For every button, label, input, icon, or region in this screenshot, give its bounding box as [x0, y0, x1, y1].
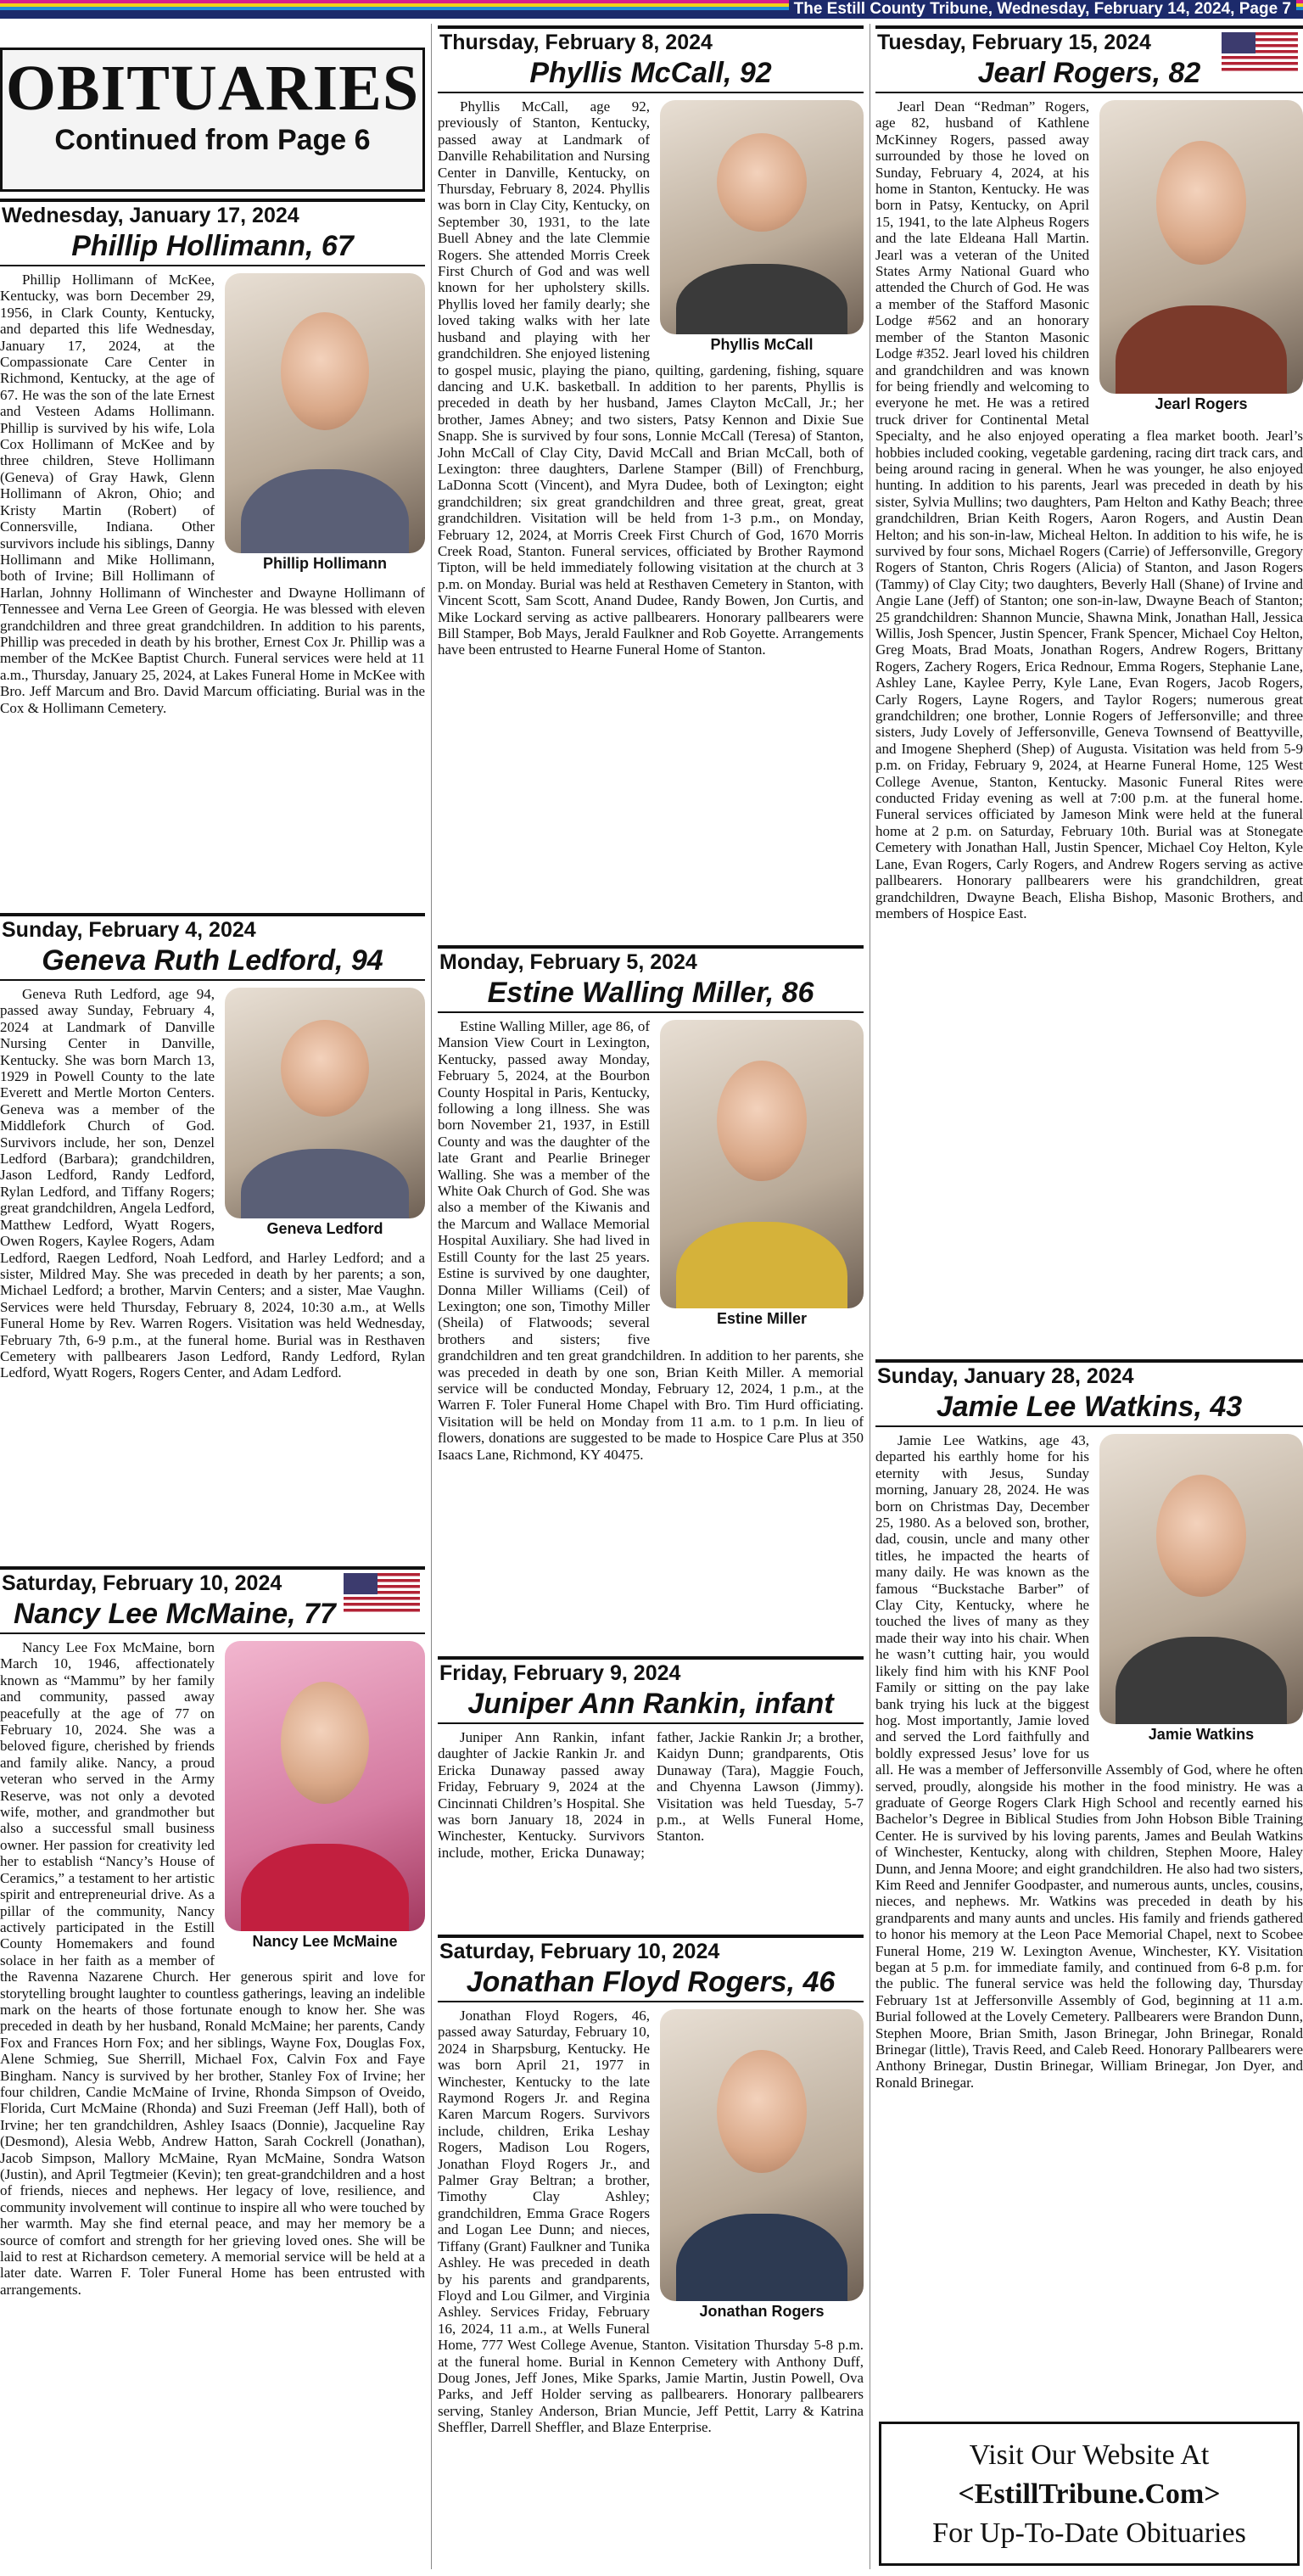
obituary-mcmaine: [0, 1566, 425, 2571]
obituary-paragraph: Phyllis McCall, age 92, previously of Stanton, Kentucky, passed away at Landmark of Danville Rehabilitation and Nursing Center in Danville, Kentucky, on Thursday, February 8, 2024. Phyllis was born in Clay City, Kentucky, on September 30, 1931, to the late Buell Abney and the late Clemmie Rogers. She attended Morris Creek First Church of God and was well known for her upholstery skills. Phyllis loved her family dearly; she loved taking walks with her late husband and playing with her grandchildren. She enjoyed listening to gospel music, playing the piano, quilting, gardening, fishing, square dancing and U.K. basketball. In addition to her parents, Phyllis is preceded in death by her husband, James Clayton McCall, Jr.; her brother, James Abney; and two sisters, Patsy Kennon and Dixie Sue Snapp. She is survived by four sons, Lonnie McCall (Teresa) of Stanton, John McCall of Clay City, David McCall and Brian McCall, both of Lexington: three daughters, Darlene Stamper (Bill) of Frenchburg, LaDonna Scott (Vincent), and Myra Dudee, both of Lexington; eight grandchildren; six great grandchildren and three great, great, great grandchildren. Visitation will be held from 1-3 p.m., on Monday, February 12, 2024, at Morris Creek First Church of God, 1670 Morris Creek Road, Stanton. Funeral services, officiated by Brother Raymond Tipton, will be held immediately following visitation at the church at 3 p.m. on Monday. Burial was held at Resthaven Cemetery in Stanton, with Vincent Scott, Sam Scott, Anand Dudee, Randy Bowen, Jon Curtis, and Mike Lockard serving as active pallbearers. Honorary pallbearers were Bill Stamper, Bob Mays, Jerald Faulkner and Rob Goyette. Arrangements have been entrusted to Hearne Funeral Home of Stanton.: [438, 98, 864, 658]
obituary-paragraph: Jamie Lee Watkins, age 43, departed his earthly home for his eternity with Jesus, Sunday morning, January 28, 2024. He was born on Christmas Day, December 25, 1980. As a beloved son, brother, dad, cousin, uncle and many other titles, he impacted the hearts of many daily. He was known as the famous “Buckstache Barber” of Clay City, Kentucky, where he touched the lives of many as they made their way into his chair. When he wasn’t cutting hair, you would likely find him with his KNF Pool Family or sitting on the pay lake bank trying his luck at the biggest hog. Most importantly, Jamie loved and served the Lord faithfully and boldly expressed Jesus’ love for us all. He was a member of Jeffersonville Assembly of God, where he often served, proudly, alongside his mother in the food ministry. He was a graduate of George Rogers Clark High School and recently earned his Bachelor’s Degree in Biblical Studies from John Hobson Bible Training Center. He is survived by his loving parents, James and Beulah Watkins of Winchester, Kentucky, along with children, Stephen Moore, Haley Dunn, and Jenna Moore; and eight grandchildren. He also had two sisters, Kim Reed and Jennifer Goodpaster, and numerous aunts, uncles, cousins, nieces, and nephews. Mr. Watkins was preceded in death by his grandparents and many aunts and uncles. His family and friends gathered to honor his memory at the Leon Pace Memorial Chapel, next to Scobee Funeral Home, 219 W. Lexington Avenue, Winchester, KY. Visitation began at 5 p.m. for immediate family, and continued from 6-8 p.m. for the public. The funeral service was held the following day, Thursday February 1st at Jeffersonville Assembly of God, beginning at 11 a.m. Burial followed at the Lovely Cemetery. Pallbearers were Brandon Dunn, Stephen Moore, Brian Smith, Jason Brinegar, John Brinegar, Ronald Brinegar (little), Travis Reed, and Caleb Reed. Honorary Pallbearers were Anthony Brinegar, Dustin Brinegar, William Brinegar, Jon Dyer, and Ronald Brinegar.: [875, 1432, 1303, 2091]
obituary-name: Phyllis McCall, 92: [529, 57, 772, 89]
photo-caption: Nancy Lee McMaine: [252, 1933, 398, 1950]
obituary-date: Sunday, February 4, 2024: [0, 913, 425, 944]
obituary-jonathan-rogers: [438, 1935, 864, 2571]
column-2: [438, 22, 864, 2571]
divider: [0, 1632, 425, 1634]
website-url[interactable]: <EstillTribune.Com>: [958, 2478, 1221, 2510]
photo-caption: Phillip Hollimann: [262, 555, 387, 572]
obituary-name: Jamie Lee Watkins, 43: [936, 1391, 1243, 1423]
obituary-text: [0, 1639, 425, 2298]
obituary-date: Sunday, January 28, 2024: [875, 1359, 1303, 1390]
photo-caption: Jamie Watkins: [1148, 1726, 1255, 1743]
obituary-name: Jearl Rogers, 82: [977, 57, 1201, 89]
photo-caption: Jonathan Rogers: [699, 2303, 825, 2320]
obituary-date: Friday, February 9, 2024: [438, 1656, 864, 1687]
obituary-name: Geneva Ruth Ledford, 94: [42, 944, 383, 977]
photo: [225, 273, 425, 574]
website-line-1: Visit Our Website At: [969, 2439, 1210, 2471]
obituary-name: Juniper Ann Rankin, infant: [467, 1688, 834, 1720]
obituary-text: [438, 2008, 864, 2436]
portrait-image: [225, 1641, 425, 1931]
obituary-hollimann: [0, 199, 425, 904]
photo: [660, 1020, 864, 1329]
obituary-jearl-rogers: [875, 25, 1303, 1352]
column-1: [0, 22, 425, 2571]
obituary-name: Phillip Hollimann, 67: [71, 230, 354, 262]
photo-caption: Geneva Ledford: [266, 1220, 383, 1237]
column-3: [875, 22, 1303, 2571]
obituary-rankin: [438, 1656, 864, 1928]
portrait-image: [660, 1020, 864, 1308]
obituary-text: [0, 986, 425, 1381]
obituary-date: Tuesday, February 15, 2024: [875, 25, 1303, 56]
obituary-name: Jonathan Floyd Rogers, 46: [466, 1966, 836, 1998]
portrait-image: [225, 273, 425, 553]
obituary-text: [875, 98, 1303, 921]
portrait-image: [660, 100, 864, 334]
obituary-name: Nancy Lee McMaine, 77: [14, 1598, 336, 1630]
obituary-paragraph: Phillip Hollimann of McKee, Kentucky, was born December 29, 1956, in Clark County, Kentucky, and departed this life Wednesday, January 17, 2024, at the Compassionate Care Center in Richmond, Kentucky, at the age of 67. He was the son of the late Ernest and Vesteen Adams Hollimann. Phillip is survived by his wife, Lola Cox Hollimann of McKee and by three children, Steve Hollimann (Geneva) of Gray Hawk, Glenn Hollimann of Akron, Ohio; and Kristy Martin (Robert) of Connersville, Indiana. Other survivors include his siblings, Danny Hollimann and Mike Hollimann, both of Irvine; Bill Hollimann of Harlan, Johnny Hollimann of Winchester and Dwayne Hollimann of Tennessee and Verna Lee Green of Georgia. He was blessed with eleven grandchildren and three great grandchildren. In addition to his parents, Phillip was preceded in death by his brother, Ernest Cox Jr. Phillip was a member of the McKee Baptist Church. Funeral services were held at 11 a.m., Thursday, January 25, 2024, at Lakes Funeral Home in McKee with Bro. Jeff Marcum and Bro. David Marcum officiating. Burial was in the Cox & Hollimann Cemetery.: [0, 272, 425, 716]
obituary-text: [0, 272, 425, 716]
obituary-paragraph: Geneva Ruth Ledford, age 94, passed away Sunday, February 4, 2024 at Landmark of Danville Nursing Center in Danville, Kentucky. She was born March 13, 1929 in Powell County to the late Everett and Mertle Morton Centers. Geneva was a member of the Middlefork Church of God. Survivors include, her son, Denzel Ledford (Barbara); grandchildren, Jason Ledford, Randy Ledford, Rylan Ledford, and Tiffany Rogers; great grandchildren, Angela Ledford, Matthew Ledford, Wyatt Rogers, Owen Rogers, Kaylee Rogers, Adam Ledford, Raegen Ledford, Noah Ledford, and Harley Ledford; and a sister, Mildred May. She was preceded in death by her parents; a son, Michael Ledford; a brother, Marvin Centers; and a sister, Mae Vaughn. Services were held Thursday, February 8, 2024, 10:30 a.m., at Wells Funeral Home by Rev. Warren Rogers. Visitation was held Wednesday, February 7th, 6-9 p.m., at the funeral home. Burial was in Resthaven Cemetery with pallbearers Jason Ledford, Randy Ledford, Rylan Ledford, Wyatt Rogers, Rogers Center, and Adam Ledford.: [0, 986, 425, 1381]
photo: [660, 2009, 864, 2321]
portrait-image: [1099, 1434, 1303, 1724]
photo: [1099, 1434, 1303, 1744]
obituary-text: [438, 1729, 864, 1861]
portrait-image: [225, 988, 425, 1218]
portrait-image: [1099, 100, 1303, 394]
obituary-date: Wednesday, January 17, 2024: [0, 199, 425, 229]
divider: [0, 979, 425, 981]
portrait-image: [660, 2009, 864, 2301]
divider: [438, 1722, 864, 1724]
photo-caption: Phyllis McCall: [710, 336, 814, 353]
divider: [438, 1011, 864, 1013]
obituary-paragraph: Estine Walling Miller, age 86, of Mansion View Court in Lexington, Kentucky, passed away Monday, February 5, 2024, at the Bourbon County Hospital in Paris, Kentucky, following a long illness. She was born November 21, 1937, in Estill County and was the daughter of the late Grant and Pearlie Brineger Walling. She was a member of the White Oak Church of God. She was also a member of the Kiwanis and the Marcum and Wallace Memorial Hospital Auxiliary. She had lived in Estill County for the last 25 years. Estine is survived by one daughter, Donna Miller Williams (Ceil) of Lexington; one son, Timothy Miller (Sheila) of Flatwoods; several brothers and sisters; five grandchildren and ten great grandchildren. In addition to her parents, she was preceded in death by one son, Brian Keith Miller. A memorial service will be conducted Monday, February 12, 2024, 1 p.m., at the Warren F. Toler Funeral Home Chapel with Bro. Tim Hurd officiating. Visitation will be held on Monday from 11 a.m. to 1 p.m. In lieu of flowers, donations are suggested to be made to Hospice Care Plus at 350 Isaacs Lane, Richmond, KY 40475.: [438, 1018, 864, 1463]
divider: [875, 1425, 1303, 1427]
obituary-date: Thursday, February 8, 2024: [438, 25, 864, 56]
divider: [438, 2001, 864, 2002]
obituary-text: [875, 1432, 1303, 2091]
obituary-date: Saturday, February 10, 2024: [0, 1566, 425, 1597]
obituary-date: Saturday, February 10, 2024: [438, 1935, 864, 1965]
photo: [660, 100, 864, 355]
obituary-text: [438, 1018, 864, 1463]
divider: [875, 92, 1303, 93]
obituary-date: Monday, February 5, 2024: [438, 945, 864, 976]
obituary-miller: [438, 945, 864, 1649]
page-title: OBITUARIES: [5, 53, 420, 124]
american-flag-icon: [1222, 32, 1298, 71]
photo: [225, 988, 425, 1239]
divider: [438, 92, 864, 93]
obituary-paragraph: Jonathan Floyd Rogers, 46, passed away Saturday, February 10, 2024 in Sharpsburg, Kentucky. He was born April 21, 1977 in Winchester, Kentucky to the late Raymond Rogers Jr. and Regina Karen Marcum Rogers. Survivors include, children, Erika Leshay Rogers, Madison Lou Rogers, Jonathan Floyd Rogers Jr., and Palmer Gray Beltran; a brother, Timothy Clay Ashley; grandchildren, Emma Grace Rogers and Logan Lee Dunn; and nieces, Tiffany (Grant) Faulkner and Tunika Ashley. He was preceded in death by his parents and grandparents, Floyd and Lou Gilmer, and Virginia Ashley. Services Friday, February 16, 2024, 11 a.m., at Wells Funeral Home, 777 West College Avenue, Stanton. Visitation Thursday 5-8 p.m. at the funeral home. Burial in Kennon Cemetery with Anthony Duff, Doug Jones, Jeff Jones, Mike Sparks, Jamie Martin, Justin Powell, Ova Parks, and Jeff Holder serving as pallbearers. Honorary pallbearers serving, Stanley Anderson, Brian Muncie, Jeff Pettit, Larry & Katrina Sheffler, Darrell Sheffler, and Blaze Enterprise.: [438, 2008, 864, 2436]
american-flag-icon: [344, 1573, 420, 1612]
obituary-ledford: [0, 913, 425, 1558]
obituary-watkins: [875, 1359, 1303, 2411]
photo: [1099, 100, 1303, 414]
website-line-3: For Up-To-Date Obituaries: [932, 2517, 1246, 2549]
column-divider: [431, 24, 432, 2569]
website-promo-box: [879, 2422, 1300, 2566]
obituaries-header: [0, 48, 425, 192]
obituary-mccall: [438, 25, 864, 940]
obituary-name: Estine Walling Miller, 86: [487, 977, 814, 1009]
obituary-text: [438, 98, 864, 658]
page-subtitle: Continued from Page 6: [54, 124, 371, 156]
photo: [225, 1641, 425, 1952]
photo-caption: Jearl Rogers: [1155, 395, 1248, 412]
top-color-bar: [0, 0, 1303, 19]
divider: [0, 265, 425, 266]
photo-caption: Estine Miller: [716, 1310, 808, 1327]
obituary-paragraph: Nancy Lee Fox McMaine, born March 10, 1946, affectionately known as “Mammu” by her family and community, passed away peacefully at the age of 77 on February 10, 2024. She was a beloved figure, cherished by friends and family alike. Nancy, a proud veteran who served in the Army Reserve, was not only a devoted wife, mother, and grandmother but also a successful small business owner. Her passion for creativity led her to establish “Nancy’s House of Ceramics,” a testament to her artistic spirit and entrepreneurial drive. As a pillar of the community, Nancy actively participated in the Estill County Homemakers and found solace in her faith as a member of the Ravenna Nazarene Church. Her generous spirit and love for storytelling brought laughter to countless gatherings, leaving an indelible mark on the hearts of those fortunate enough to know her. She was preceded in death by her husband, Ronald McMaine; her parents, Candy Fox and Frances Horn Fox; and her siblings, Wayne Fox, Douglas Fox, Alene Schmieg, Sue Sherrill, Michael Fox, Calvin Fox and Faye Bingham. Nancy is survived by her brother, Stanley Fox of Irvine; her four children, Candie McMaine of Irvine, Rhonda Simpson of Oveido, Florida, Curt McMaine (Rhonda) and Suzi Freeman (Jeff Hall), both of Irvine; her ten grandchildren, Ashley Isaacs (Donnie), Jacqueline Ray (Desmond), Alesia Webb, Andrew Hatton, Sarah Cockrell (Jonathan), Jacob Simpson, Mallory McMaine, Ryan McMaine, Sondra Watson (Justin), and April Tegtmeier (Kevin); ten great-grandchildren and a host of friends, nieces and nephews. Her legacy of love, resilience, and community involvement will continue to inspire all who were touched by her warmth. May she find eternal peace, and may her memory be a source of comfort and strength for her grieving loved ones. She will be laid to rest at Richardson cemetery. A memorial service will be held at a later date. Warren F. Toler Funeral Home has been entrusted with arrangements.: [0, 1639, 425, 2298]
obituary-paragraph: Jearl Dean “Redman” Rogers, age 82, husband of Kathlene McKinney Rogers, passed away surrounded by those he loved on Sunday, February 4, 2024, at his home in Stanton, Kentucky. He was born in Patsy, Kentucky, on April 15, 1941, to the late Alpheus Rogers and the late Eldeana Hall Martin. Jearl was a veteran of the United States Army National Guard who attended the Church of God. He was a member of the Stafford Masonic Lodge #562 and an honorary member of the Stanton Masonic Lodge #352. Jearl loved his children and grandchildren and was known for being friendly and welcoming to everyone he met. He was a retired truck driver for Continental Metal Specialty, and he also enjoyed operating a flea market booth. Jearl’s hobbies included cooking, vegetable gardening, racing dirt track cars, and being around racing in general. When he was younger, he also enjoyed hunting. In addition to his parents, Jearl was preceded in death by his sister, Sylvia Mullins; two daughters, Pam Helton and Kathy Beach; three grandchildren, Brian Keith Rogers, Aaron Rogers, and Austin Dean Helton; and his son-in-law, Micheal Helton. In addition to his wife, he is survived by four sons, Michael Rogers (Carrie) of Jeffersonville, Gregory Rogers of Stanton, Chris Rogers (Alicia) of Stanton, and Jason Rogers (Tammy) of Clay City; two daughters, Beverly Hall (Shane) of Irvine and Angie Lane (Jeff) of Stanton; one son-in-law, Dwayne Beach of Stanton; 25 grandchildren: Shannon Muncie, Shawna Mink, Jonathan Hall, Jessica Willis, Josh Spencer, Justin Spencer, Frank Spencer, Michael Coy Helton, Greg Moats, Brad Moats, Jonathan Rogers, Andrew Rogers, Brittany Rogers, Zachery Rogers, Erica Rednour, Emma Rogers, Stephanie Lane, Ashley Lane, Kaylee Perry, Kyle Lane, Evan Rogers, Jacob Rogers, Carly Rogers, Layne Rogers, and Taylor Rogers; numerous great grandchildren; one brother, Lonnie Rogers of Jeffersonville; and three sisters, Judy Lovely of Jeffersonville, Geneva Townsend of Beattyville, and Imogene Shepherd (Shep) of Augusta. Visitation was held from 5-9 p.m. on Friday, February 9, 2024, at Hearne Funeral Home, 125 West College Avenue, Stanton, Kentucky. Masonic Funeral Rites were conducted Friday evening as well at 7:00 p.m. at the funeral home. Funeral services officiated by Jameson Mink were held at the funeral home at 2 p.m. on Saturday, February 10th. Burial was at Stonegate Cemetery with Jonathan Hall, Justin Spencer, Michael Coy Helton, Kyle Lane, Evan Rogers, Carly Rogers, and Andrew Rogers serving as active pallbearers. Honorary pallbearers were his grandchildren, great grandchildren, Dwayne Beach, Elisha Bishop, Masonic Brothers, and members of Hospice East.: [875, 98, 1303, 921]
masthead: The Estill County Tribune, Wednesday, February 14, 2024, Page 7: [789, 0, 1296, 19]
obituary-paragraph: Juniper Ann Rankin, infant daughter of Jackie Rankin Jr. and Ericka Dunaway passed away Friday, February 9, 2024 at the Cincinnati Children’s Hospital. She was born January 18, 2024 in Winchester, Kentucky. Survivors include, mother, Ericka Dunaway; father, Jackie Rankin Jr; a brother, Kaidyn Dunn; grandparents, Otis Dunaway (Tara), Maggie Fouch, and Chyenna Lawson (Jimmy). Visitation was held Tuesday, 5-7 p.m., at Wells Funeral Home, Stanton.: [438, 1729, 864, 1861]
